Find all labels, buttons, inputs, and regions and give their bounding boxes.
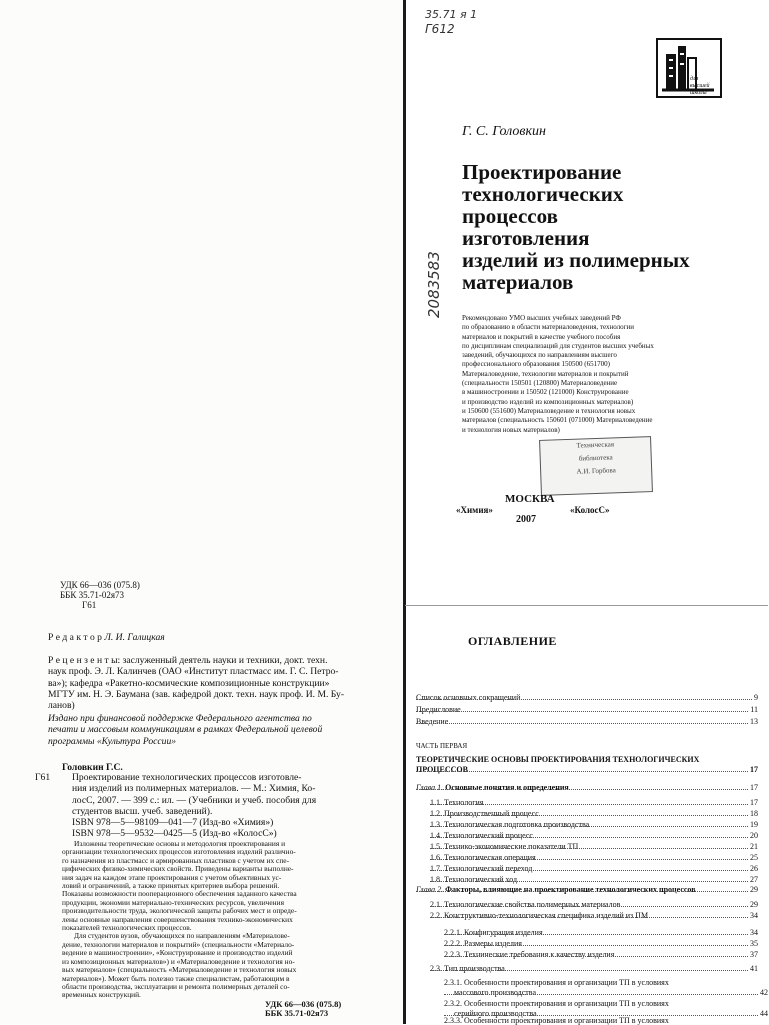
toc-entry: 1.3. Технологическая подготовка производства 19 bbox=[430, 820, 758, 829]
page-divider bbox=[405, 605, 768, 606]
library-stamp: Техническая библиотека А.И. Горбова bbox=[539, 436, 653, 496]
toc-entry: 2.1. Технологические свойства полимерных материалов 29 bbox=[430, 900, 758, 909]
toc-entry: 2.2.2. Размеры изделия 35 bbox=[444, 939, 758, 948]
isbn-2: ISBN 978—5—9532—0425—5 (Изд-во «КолосС») bbox=[72, 828, 277, 840]
publisher-right: «КолосС» bbox=[570, 505, 610, 515]
classification-block bbox=[60, 580, 140, 610]
toc-entry: 2.2.1. Конфигурация изделия 34 bbox=[444, 928, 758, 937]
book-title: Проектирование технологических процессов изготовления изделий из полимерных материалов bbox=[462, 160, 690, 294]
toc-section-2-3-items: 2.3.1. Особенности проектирования и организации ТП в условиях массового производства 42 2.3.2. Особенности проектирования и организации ТП в условиях серийного производства 44 2.3.3. Особенности проектирования и организации ТП в условиях bbox=[444, 978, 768, 1025]
biblio-code: Г61 bbox=[35, 772, 51, 783]
toc-entry: 2.2. Конструктивно-технологическая специфика изделий из ПМ 34 bbox=[430, 911, 758, 920]
publisher-left: «Химия» bbox=[456, 505, 493, 515]
annotation-text: Изложены теоретические основы и методология проектирования и организации технологических процессов изготовления изделий различно- го назначения из пластмасс и армированных пластиков с учетом их спе- цифических физико-химических свойств. Приведены варианты выполне- ния задач на каждом этапе проектирования с учетом объективных ус- ловий и ограничений, а также принятых критериев выбора решений. Показаны возможности пооперационного обеспечения заданного качества продукции, экономии материально-технических ресурсов, увеличения производительности труда, экологической защиты рабочих мест и опреде- лены основные направления совершенствования технико-экономических показателей технологических процессов. Для студентов вузов, обучающихся по направлениям «Материалове- дение, технологии материалов и покрытий» (специальности «Материало- ведение в машиностроении», «Конструирование и производство изделий из композиционных материалов») и «Материаловедение и технология но- вых материалов» (специальность «Материаловедение и технология новых материалов»). Может быть полезно также специалистам, работающим в области производства, эксплуатации и ремонта полимерных деталей со- временных конструкций. bbox=[62, 839, 297, 1000]
biblio-author: Головкин Г.С. bbox=[62, 762, 123, 773]
toc-entry: серийного производства 44 bbox=[444, 1009, 768, 1018]
toc-entry: 1.4. Технологический процесс 20 bbox=[430, 831, 758, 840]
author-name: Г. С. Головкин bbox=[462, 124, 546, 139]
recommendation-text: Рекомендовано УМО высших учебных заведений РФ по образованию в области материаловедения, технологии материалов и покрытий в качестве учебного пособия по дисциплинам специализаций для студентов высших учебных заведений, обучающихся по направлениям высшего профессионального образования 150500 (651700) Материаловедение, технологии материалов и покрытий (специальности 150501 (120800) Материаловедение в машиностроении и 150502 (121000) Конструирование и производство изделий из композиционных материалов) и 150600 (551600) Материаловедение и технология новых материалов (специальность 150601 (071000) Материаловедение и технология новых материалов) bbox=[462, 314, 654, 434]
biblio-description: Проектирование технологических процессов изготовле- ния изделий из полимерных материалов. — М.: Химия, Ко- лосС, 2007. — 399 с.: ил. — (Учебники и учеб. пособия для студентов высш. учеб. заведений). ISBN 978—5—98109—041—7 (Изд-во «Химия») ISBN 978—5—9532—0425—5 (Изд-во «КолосС») bbox=[72, 772, 397, 840]
bbk-code: ББК 35.71-02я73 bbox=[60, 590, 124, 600]
toc-entry: 1.2. Производственный процесс 18 bbox=[430, 809, 758, 818]
isbn-1: ISBN 978—5—98109—041—7 (Изд-во «Химия») bbox=[72, 817, 274, 829]
funding-note: Издано при финансовой поддержке Федерального агентства по печати и массовым коммуникациям в рамках Федеральной целевой программы «Культура России» bbox=[48, 713, 323, 747]
udk-code: УДК 66—036 (075.8) bbox=[60, 580, 140, 590]
toc-heading: ОГЛАВЛЕНИЕ bbox=[468, 634, 557, 648]
handwritten-code-2: Г612 bbox=[425, 22, 455, 36]
publication-year: 2007 bbox=[516, 514, 536, 525]
toc-chapter-2: Глава 2. Факторы, влияющие на проектирование технологических процессов 29 bbox=[416, 885, 758, 894]
author-sign: Г61 bbox=[82, 600, 97, 610]
handwritten-code: 35.71 я 1 bbox=[425, 8, 478, 21]
toc-entry: 1.5. Технико-экономические показатели ТП 21 bbox=[430, 842, 758, 851]
editor-line: Р е д а к т о р Л. И. Галицкая bbox=[48, 632, 165, 643]
page-spine bbox=[403, 0, 406, 1024]
part-label: ЧАСТЬ ПЕРВАЯ bbox=[416, 742, 468, 750]
toc-entry: 1.1. Технология 17 bbox=[430, 798, 758, 807]
logo-caption: для высшей школы bbox=[690, 76, 710, 96]
footer-classification: УДК 66—036 (075.8) ББК 35.71-02я73 bbox=[265, 999, 342, 1018]
toc-chapter-1: Глава 1. Основные понятия и определения 17 bbox=[416, 783, 758, 792]
toc-entry: массового производства 42 bbox=[444, 988, 768, 997]
publisher-city: МОСКВА bbox=[505, 493, 555, 505]
toc-section-2-3: 2.3. Тип производства 41 bbox=[430, 964, 758, 973]
toc-entry: Список основных сокращений 9 bbox=[416, 693, 758, 702]
part-title: ТЕОРЕТИЧЕСКИЕ ОСНОВЫ ПРОЕКТИРОВАНИЯ ТЕХНОЛОГИЧЕСКИХ ПРОЦЕССОВ 17 bbox=[416, 755, 758, 774]
toc-entry: 1.6. Технологическая операция 25 bbox=[430, 853, 758, 862]
toc-entry: 1.8. Технологический ход 27 bbox=[430, 875, 758, 884]
toc-section-2-2-items bbox=[444, 928, 758, 964]
handwritten-inventory-number: 2083583 bbox=[425, 251, 443, 318]
toc-entry: Предисловие 11 bbox=[416, 705, 758, 714]
toc-entry: 2.2.3. Технические требования к качеству изделия 37 bbox=[444, 950, 758, 959]
toc-front-matter bbox=[416, 693, 758, 733]
toc-entry: 1.7. Технологический переход 26 bbox=[430, 864, 758, 873]
toc-entry: Введение 13 bbox=[416, 717, 758, 726]
toc-chapter-2-items bbox=[430, 900, 758, 924]
toc-chapter-1-items bbox=[430, 798, 758, 898]
reviewers-block: Р е ц е н з е н т ы: заслуженный деятель науки и техники, докт. техн. наук проф. Э. Л. Калинчев (ОАО «Институт пластмасс им. Г. С. Петро- ва»); кафедра «Ракетно-космические композиционные конструкции» МГТУ им. Н. Э. Баумана (зав. кафедрой докт. техн. наук проф. И. М. Бу- ланов) bbox=[48, 655, 345, 712]
